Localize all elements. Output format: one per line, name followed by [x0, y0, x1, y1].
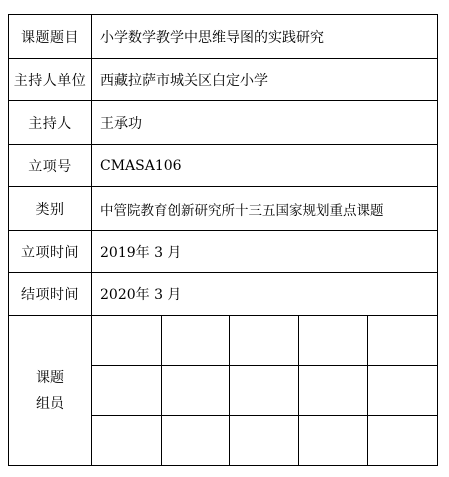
value-project-number: CMASA106	[100, 157, 182, 174]
member-cell[interactable]	[92, 366, 162, 416]
row-start-date	[9, 231, 437, 273]
label-host: 主持人	[9, 101, 92, 144]
row-host	[9, 101, 437, 145]
label-project-title: 课题题目	[9, 15, 92, 58]
member-cell[interactable]	[368, 416, 437, 466]
label-members	[9, 316, 92, 466]
label-members-line2: 组员	[36, 396, 64, 412]
value-project-title: 小学数学教学中思维导图的实践研究	[100, 29, 324, 46]
label-start-date: 立项时间	[9, 231, 92, 272]
row-project-title	[9, 15, 437, 59]
member-cell[interactable]	[368, 316, 437, 366]
value-host: 王承功	[100, 115, 142, 132]
label-members-line1: 课题	[36, 370, 64, 386]
label-category: 类别	[9, 187, 92, 230]
value-end-date: 2020年 3 月	[100, 287, 182, 303]
member-cell[interactable]	[230, 416, 299, 466]
row-category	[9, 187, 437, 231]
row-host-unit	[9, 59, 437, 101]
value-category: 中管院教育创新研究所十三五国家规划重点课题	[100, 202, 384, 219]
member-cell[interactable]	[230, 366, 299, 416]
member-cell[interactable]	[299, 316, 368, 366]
row-members	[9, 316, 437, 466]
label-project-number: 立项号	[9, 145, 92, 186]
member-cell[interactable]	[92, 416, 162, 466]
value-start-date: 2019年 3 月	[100, 244, 182, 261]
member-cell[interactable]	[162, 366, 230, 416]
member-cell[interactable]	[368, 366, 437, 416]
member-cell[interactable]	[230, 316, 299, 366]
member-cell[interactable]	[299, 366, 368, 416]
member-cell[interactable]	[162, 416, 230, 466]
row-end-date	[9, 273, 437, 316]
member-cell[interactable]	[299, 416, 368, 466]
label-host-unit: 主持人单位	[9, 59, 92, 100]
project-info-table	[8, 14, 438, 466]
member-cell[interactable]	[92, 316, 162, 366]
members-grid	[92, 316, 437, 466]
label-end-date: 结项时间	[9, 273, 92, 315]
value-host-unit: 西藏拉萨市城关区白定小学	[100, 72, 268, 89]
member-cell[interactable]	[162, 316, 230, 366]
row-project-number	[9, 145, 437, 187]
